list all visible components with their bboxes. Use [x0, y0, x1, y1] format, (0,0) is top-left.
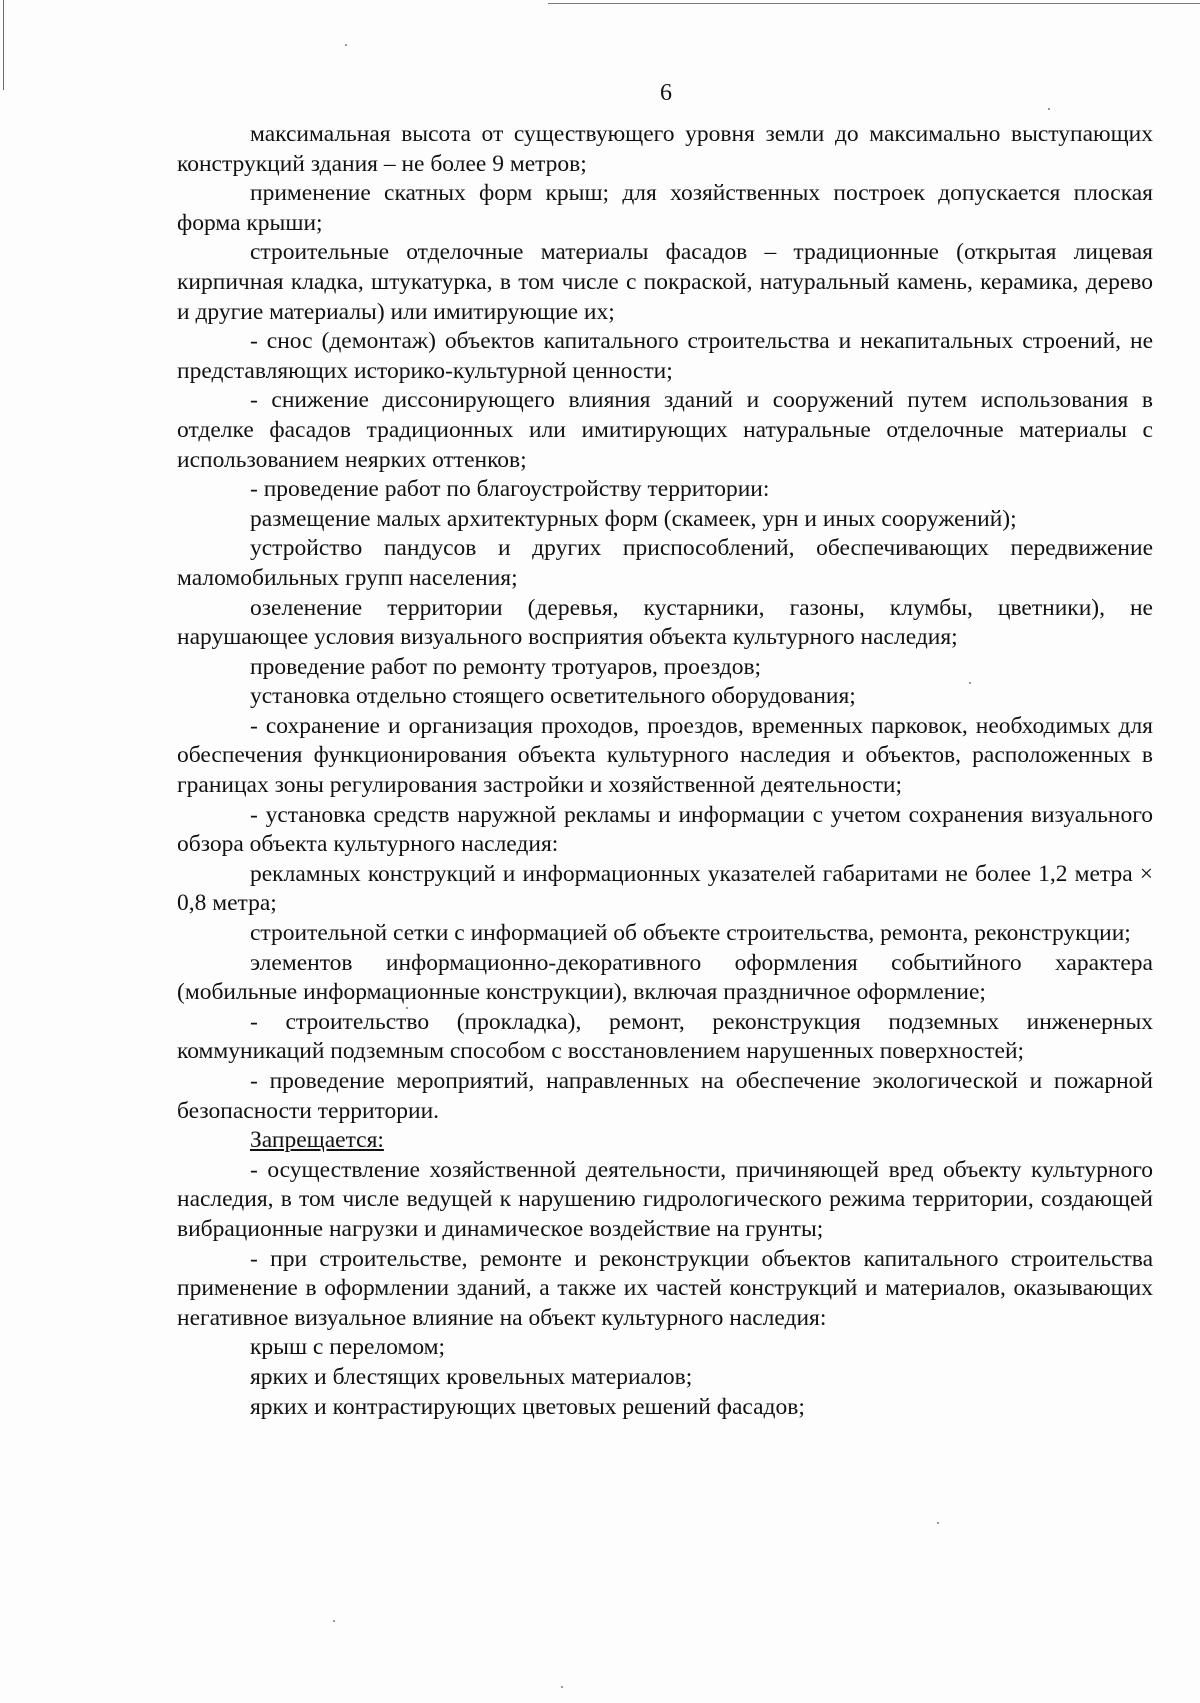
paragraph: - сохранение и организация проходов, проездов, временных парковок, необходимых для обеспечения функционирования объекта культурного наследия и объектов, расположенных в границах зоны регулирования застройки и хозяйственной деятельности;: [177, 712, 1153, 799]
paragraph: проведение работ по ремонту тротуаров, проездов;: [250, 653, 762, 680]
paragraph: - осуществление хозяйственной деятельности, причиняющей вред объекту культурного наследия, в том числе ведущей к нарушению гидрологического режима территории, создающей вибрационные нагрузки и динамическое воздействие на грунты;: [177, 1156, 1153, 1242]
scan-speck: [406, 1007, 408, 1009]
paragraph: устройство пандусов и других приспособлений, обеспечивающих передвижение маломобильных групп населения;: [177, 535, 1153, 591]
paragraph: ярких и блестящих кровельных материалов;: [250, 1363, 693, 1390]
paragraph: ярких и контрастирующих цветовых решений фасадов;: [250, 1393, 805, 1420]
paragraph: строительной сетки с информацией об объекте строительства, ремонта, реконструкции;: [250, 920, 1131, 947]
paragraph: рекламных конструкций и информационных указателей габаритами не более 1,2 метра × 0,8 метра;: [177, 860, 1153, 917]
scan-speck: [969, 682, 971, 684]
scan-edge-left: [3, 0, 4, 90]
paragraph: - проведение работ по благоустройству территории:: [250, 476, 770, 503]
paragraph: - строительство (прокладка), ремонт, реконструкция подземных инженерных коммуникаций подземным способом с восстановлением нарушенных поверхностей;: [177, 1008, 1153, 1065]
paragraph: - при строительстве, ремонте и реконструкции объектов капитального строительства применение в оформлении зданий, а также их частей конструкций и материалов, оказывающих негативное визуальное влияние на объект культурного наследия:: [177, 1245, 1153, 1331]
scan-speck: [333, 1620, 335, 1622]
paragraph: - установка средств наружной рекламы и информации с учетом сохранения визуального обзора объекта культурного наследия:: [177, 801, 1153, 858]
paragraph: размещение малых архитектурных форм (скамеек, урн и иных сооружений);: [250, 505, 1017, 532]
paragraph: строительные отделочные материалы фасадов – традиционные (открытая лицевая кирпичная кладка, штукатурка, в том числе с покраской, натуральный камень, керамика, дерево и другие материалы) или имитирующие их;: [177, 239, 1153, 325]
scan-speck: [561, 1686, 563, 1688]
section-heading-prohibited: [177, 1126, 1153, 1156]
paragraph: - снос (демонтаж) объектов капитального строительства и некапитальных строений, не представляющих историко-культурной ценности;: [177, 328, 1153, 384]
document-body: [177, 120, 1153, 1422]
paragraph: установка отдельно стоящего осветительного оборудования;: [250, 683, 856, 710]
section-heading-text: Запрещается:: [250, 1127, 384, 1154]
paragraph: применение скатных форм крыш; для хозяйственных построек допускается плоская форма крыши;: [177, 180, 1153, 236]
paragraph: элементов информационно-декоративного оформления событийного характера (мобильные информационные конструкции), включая праздничное оформление;: [177, 949, 1153, 1006]
paragraph: озеленение территории (деревья, кустарники, газоны, клумбы, цветники), не нарушающее условия визуального восприятия объекта культурного наследия;: [177, 594, 1153, 651]
scan-edge-top: [548, 3, 1200, 4]
scan-speck: [345, 44, 347, 46]
paragraph: крыш с переломом;: [250, 1334, 446, 1361]
scan-speck: [937, 1522, 939, 1524]
paragraph: максимальная высота от существующего уровня земли до максимально выступающих конструкций здания – не более 9 метров;: [177, 121, 1153, 177]
paragraph: - проведение мероприятий, направленных на обеспечение экологической и пожарной безопасности территории.: [177, 1068, 1153, 1124]
paragraph: - снижение диссонирующего влияния зданий и сооружений путем использования в отделке фасадов традиционных или имитирующих натуральные отделочные материалы с использованием неярких оттенков;: [177, 387, 1153, 473]
scan-speck: [1048, 108, 1050, 110]
page-number: 6: [660, 80, 672, 106]
